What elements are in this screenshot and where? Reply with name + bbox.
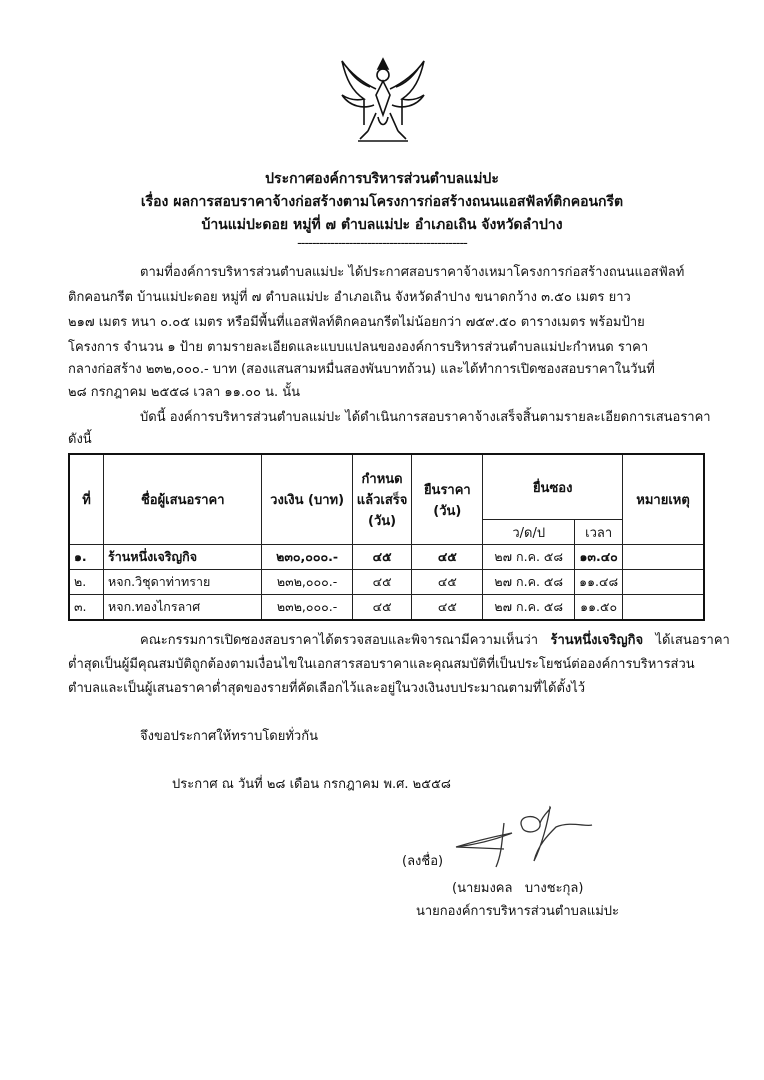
paragraph-line: บัดนี้ องค์การบริหารส่วนตำบลแม่ปะ ได้ดำเนินการสอบราคาจ้างเสร็จสิ้นตามรายละเอียดการเสนอราคา [140, 410, 711, 425]
cell-name: หจก.ทองไกรลาศ [104, 595, 262, 621]
header-note: หมายเหตุ [623, 454, 704, 545]
cell-valid: ๔๕ [412, 595, 483, 621]
table-row [69, 595, 704, 621]
cell-note [623, 595, 704, 621]
subject-line: เรื่อง ผลการสอบราคาจ้างก่อสร้างตามโครงการก่อสร้างถนนแอสฟัลท์ติกคอนกรีต [140, 194, 624, 210]
conclusion-line: ต่ำสุดเป็นผู้มีคุณสมบัติถูกต้องตามเงื่อนไขในเอกสารสอบราคาและคุณสมบัติที่เป็นประโยชน์ต่อองค์การบริหารส่วน [68, 657, 695, 672]
cell-date: ๒๗ ก.ค. ๕๘ [483, 545, 575, 570]
cell-no: ๒. [69, 570, 104, 595]
cell-date: ๒๗ ก.ค. ๕๘ [483, 570, 575, 595]
paragraph-line: ตามที่องค์การบริหารส่วนตำบลแม่ปะ ได้ประกาศสอบราคาจ้างเหมาโครงการก่อสร้างถนนแอสฟัลท์ [140, 265, 685, 280]
cell-note [623, 570, 704, 595]
paragraph-line: ดังนี้ [68, 432, 92, 447]
conclusion-text: คณะกรรมการเปิดซองสอบราคาได้ตรวจสอบและพิจารณามีความเห็นว่า [140, 633, 539, 648]
table-header-row [69, 454, 704, 520]
cell-name: ร้านหนึ่งเจริญกิจ [104, 545, 262, 570]
header-no: ที่ [69, 454, 104, 545]
cell-due: ๔๕ [352, 545, 412, 570]
cell-valid: ๔๕ [412, 570, 483, 595]
signer-position: นายกองค์การบริหารส่วนตำบลแม่ปะ [416, 904, 620, 919]
title-divider: ---------------------------------------------- [297, 236, 467, 251]
cell-time: ๑๑.๕๐ [575, 595, 623, 621]
cell-amount: ๒๓๐,๐๐๐.- [262, 545, 352, 570]
table-row [69, 545, 704, 570]
paragraph-line: ๒๑๗ เมตร หนา ๐.๐๕ เมตร หรือมีพื้นที่แอสฟัลท์ติกคอนกรีตไม่น้อยกว่า ๗๕๙.๕๐ ตารางเมตร พร้อมป้าย [68, 315, 645, 330]
header-date: ว/ด/ป [483, 520, 575, 545]
cell-amount: ๒๓๒,๐๐๐.- [262, 570, 352, 595]
cell-due: ๔๕ [352, 595, 412, 621]
paragraph-line: ติกคอนกรีต บ้านแม่ปะดอย หมู่ที่ ๗ ตำบลแม่ปะ อำเภอเถิน จังหวัดลำปาง ขนาดกว้าง ๓.๕๐ เมตร ยาว [68, 290, 631, 305]
cell-date: ๒๗ ก.ค. ๕๘ [483, 595, 575, 621]
header-bidder-name: ชื่อผู้เสนอราคา [104, 454, 262, 545]
announcement-title: ประกาศองค์การบริหารส่วนตำบลแม่ปะ [265, 171, 499, 187]
conclusion-text: ได้เสนอราคา [655, 633, 730, 648]
cell-no: ๓. [69, 595, 104, 621]
winning-bidder: ร้านหนึ่งเจริญกิจ [550, 633, 644, 648]
bid-results-table [68, 453, 705, 621]
header-time: เวลา [575, 520, 623, 545]
paragraph-line: กลางก่อสร้าง ๒๓๒,๐๐๐.- บาท (สองแสนสามหมื่นสองพันบาทถ้วน) และได้ทำการเปิดซองสอบราคาในวันที่ [68, 362, 655, 377]
signer-name: (นายมงคล บางชะกุล) [452, 881, 584, 896]
cell-name: หจก.วิชุดาท่าทราย [104, 570, 262, 595]
garuda-emblem-icon [338, 55, 428, 147]
cell-time: ๑๓.๔๐ [575, 545, 623, 570]
header-submission: ยื่นซอง [483, 454, 623, 520]
signature-image [452, 805, 602, 875]
table-row [69, 570, 704, 595]
cell-no: ๑. [69, 545, 104, 570]
sign-label: (ลงชื่อ) [402, 854, 444, 869]
header-amount: วงเงิน (บาท) [262, 454, 352, 545]
cell-time: ๑๑.๔๘ [575, 570, 623, 595]
cell-note [623, 545, 704, 570]
cell-due: ๔๕ [352, 570, 412, 595]
location-line: บ้านแม่ปะดอย หมู่ที่ ๗ ตำบลแม่ปะ อำเภอเถิน จังหวัดลำปาง [201, 217, 563, 233]
header-price-valid: ยืนราคา (วัน) [412, 454, 483, 545]
header-due-days: กำหนด แล้วเสร็จ (วัน) [352, 454, 412, 545]
paragraph-line: โครงการ จำนวน ๑ ป้าย ตามรายละเอียดและแบบแปลนขององค์การบริหารส่วนตำบลแม่ปะกำหนด ราคา [68, 340, 649, 355]
cell-amount: ๒๓๒,๐๐๐.- [262, 595, 352, 621]
conclusion-line [140, 632, 764, 650]
announcement-date: ประกาศ ณ วันที่ ๒๘ เดือน กรกฎาคม พ.ศ. ๒๕๕๘ [172, 777, 451, 792]
paragraph-line: ๒๘ กรกฎาคม ๒๕๕๘ เวลา ๑๑.๐๐ น. นั้น [68, 385, 300, 400]
cell-valid: ๔๕ [412, 545, 483, 570]
announce-line: จึงขอประกาศให้ทราบโดยทั่วกัน [140, 729, 318, 744]
conclusion-line: ตำบลและเป็นผู้เสนอราคาต่ำสุดของรายที่คัดเลือกไว้และอยู่ในวงเงินงบประมาณตามที่ได้ตั้งไว้ [68, 681, 586, 696]
